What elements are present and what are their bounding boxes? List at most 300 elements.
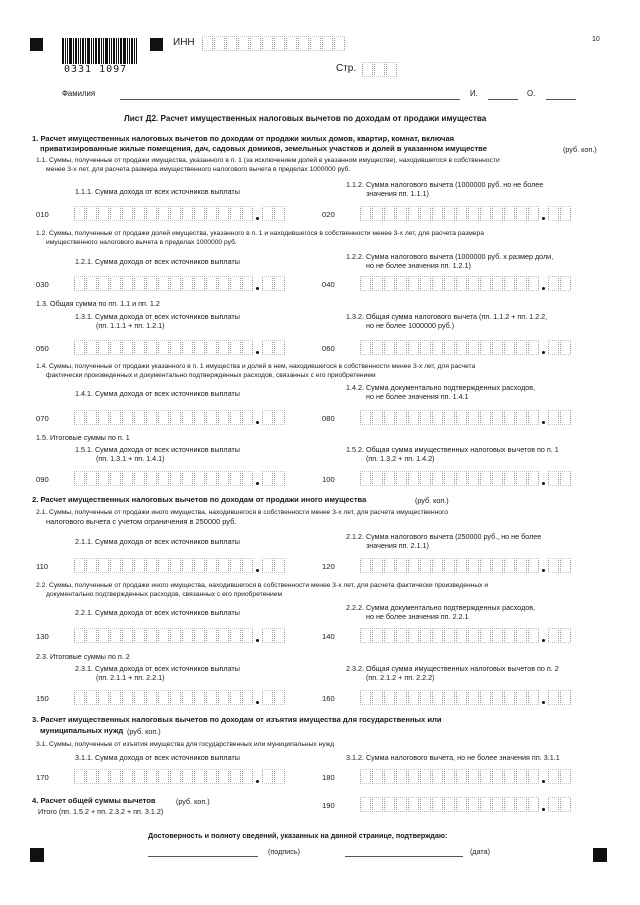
input-cell[interactable] — [360, 276, 371, 291]
input-cell[interactable] — [444, 206, 455, 221]
input-cell[interactable] — [110, 276, 121, 291]
input-cell[interactable] — [286, 36, 297, 51]
input-cell[interactable] — [206, 206, 217, 221]
input-cell[interactable] — [110, 471, 121, 486]
input-cell[interactable] — [110, 206, 121, 221]
input-cell[interactable] — [274, 471, 285, 486]
amount-field-170[interactable] — [74, 769, 254, 784]
input-cell[interactable] — [158, 769, 169, 784]
input-cell[interactable] — [218, 276, 229, 291]
input-cell[interactable] — [528, 206, 539, 221]
input-cell[interactable] — [182, 276, 193, 291]
input-cell[interactable] — [456, 206, 467, 221]
input-cell[interactable] — [98, 276, 109, 291]
input-cell[interactable] — [134, 628, 145, 643]
input-cell[interactable] — [548, 340, 559, 355]
input-cell[interactable] — [242, 410, 253, 425]
surname-field[interactable] — [120, 99, 460, 100]
amount-field-090[interactable] — [74, 471, 254, 486]
input-cell[interactable] — [158, 340, 169, 355]
amount-field-180[interactable] — [360, 769, 540, 784]
input-cell[interactable] — [480, 628, 491, 643]
input-cell[interactable] — [218, 340, 229, 355]
input-cell[interactable] — [420, 769, 431, 784]
input-cell[interactable] — [480, 340, 491, 355]
input-cell[interactable] — [86, 628, 97, 643]
input-cell[interactable] — [230, 558, 241, 573]
input-cell[interactable] — [218, 206, 229, 221]
input-cell[interactable] — [384, 276, 395, 291]
input-cell[interactable] — [170, 340, 181, 355]
input-cell[interactable] — [432, 769, 443, 784]
input-cell[interactable] — [456, 340, 467, 355]
input-cell[interactable] — [230, 769, 241, 784]
input-cell[interactable] — [468, 206, 479, 221]
input-cell[interactable] — [86, 471, 97, 486]
input-cell[interactable] — [74, 690, 85, 705]
input-cell[interactable] — [110, 628, 121, 643]
input-cell[interactable] — [74, 206, 85, 221]
input-cell[interactable] — [372, 797, 383, 812]
input-cell[interactable] — [122, 558, 133, 573]
kopeck-field-100[interactable] — [548, 471, 572, 486]
input-cell[interactable] — [396, 769, 407, 784]
input-cell[interactable] — [456, 471, 467, 486]
input-cell[interactable] — [384, 340, 395, 355]
input-cell[interactable] — [86, 558, 97, 573]
input-cell[interactable] — [408, 769, 419, 784]
input-cell[interactable] — [274, 690, 285, 705]
input-cell[interactable] — [194, 471, 205, 486]
input-cell[interactable] — [372, 340, 383, 355]
input-cell[interactable] — [182, 471, 193, 486]
input-cell[interactable] — [372, 690, 383, 705]
page-field[interactable] — [362, 62, 398, 77]
input-cell[interactable] — [384, 628, 395, 643]
input-cell[interactable] — [262, 276, 273, 291]
input-cell[interactable] — [492, 628, 503, 643]
input-cell[interactable] — [122, 690, 133, 705]
input-cell[interactable] — [98, 690, 109, 705]
input-cell[interactable] — [560, 276, 571, 291]
input-cell[interactable] — [206, 340, 217, 355]
input-cell[interactable] — [372, 206, 383, 221]
kopeck-field-110[interactable] — [262, 558, 286, 573]
input-cell[interactable] — [560, 769, 571, 784]
input-cell[interactable] — [384, 690, 395, 705]
kopeck-field-080[interactable] — [548, 410, 572, 425]
input-cell[interactable] — [74, 410, 85, 425]
input-cell[interactable] — [206, 769, 217, 784]
input-cell[interactable] — [334, 36, 345, 51]
input-cell[interactable] — [158, 206, 169, 221]
input-cell[interactable] — [146, 471, 157, 486]
input-cell[interactable] — [170, 410, 181, 425]
input-cell[interactable] — [322, 36, 333, 51]
input-cell[interactable] — [218, 628, 229, 643]
input-cell[interactable] — [504, 206, 515, 221]
input-cell[interactable] — [86, 690, 97, 705]
input-cell[interactable] — [468, 276, 479, 291]
input-cell[interactable] — [492, 340, 503, 355]
input-cell[interactable] — [480, 276, 491, 291]
input-cell[interactable] — [262, 558, 273, 573]
amount-field-150[interactable] — [74, 690, 254, 705]
input-cell[interactable] — [146, 206, 157, 221]
input-cell[interactable] — [386, 62, 397, 77]
input-cell[interactable] — [396, 276, 407, 291]
input-cell[interactable] — [74, 340, 85, 355]
input-cell[interactable] — [194, 558, 205, 573]
kopeck-field-130[interactable] — [262, 628, 286, 643]
amount-field-190[interactable] — [360, 797, 540, 812]
input-cell[interactable] — [468, 471, 479, 486]
input-cell[interactable] — [274, 206, 285, 221]
input-cell[interactable] — [194, 206, 205, 221]
input-cell[interactable] — [420, 558, 431, 573]
input-cell[interactable] — [86, 769, 97, 784]
input-cell[interactable] — [98, 558, 109, 573]
input-cell[interactable] — [492, 558, 503, 573]
input-cell[interactable] — [110, 410, 121, 425]
input-cell[interactable] — [444, 276, 455, 291]
input-cell[interactable] — [206, 276, 217, 291]
input-cell[interactable] — [516, 558, 527, 573]
input-cell[interactable] — [158, 471, 169, 486]
input-cell[interactable] — [110, 340, 121, 355]
input-cell[interactable] — [408, 558, 419, 573]
input-cell[interactable] — [456, 769, 467, 784]
input-cell[interactable] — [230, 628, 241, 643]
input-cell[interactable] — [242, 206, 253, 221]
input-cell[interactable] — [122, 628, 133, 643]
input-cell[interactable] — [170, 628, 181, 643]
date-field[interactable] — [345, 856, 463, 857]
input-cell[interactable] — [408, 206, 419, 221]
input-cell[interactable] — [206, 628, 217, 643]
input-cell[interactable] — [242, 340, 253, 355]
input-cell[interactable] — [230, 690, 241, 705]
input-cell[interactable] — [250, 36, 261, 51]
input-cell[interactable] — [420, 340, 431, 355]
input-cell[interactable] — [432, 797, 443, 812]
input-cell[interactable] — [360, 769, 371, 784]
input-cell[interactable] — [396, 690, 407, 705]
input-cell[interactable] — [262, 340, 273, 355]
input-cell[interactable] — [206, 690, 217, 705]
input-cell[interactable] — [492, 276, 503, 291]
input-cell[interactable] — [444, 340, 455, 355]
input-cell[interactable] — [218, 769, 229, 784]
input-cell[interactable] — [548, 410, 559, 425]
input-cell[interactable] — [242, 471, 253, 486]
input-cell[interactable] — [262, 628, 273, 643]
signature-field[interactable] — [148, 856, 258, 857]
input-cell[interactable] — [396, 206, 407, 221]
initial-i-field[interactable] — [488, 99, 518, 100]
input-cell[interactable] — [98, 206, 109, 221]
input-cell[interactable] — [384, 769, 395, 784]
input-cell[interactable] — [420, 797, 431, 812]
amount-field-130[interactable] — [74, 628, 254, 643]
input-cell[interactable] — [242, 276, 253, 291]
input-cell[interactable] — [122, 769, 133, 784]
input-cell[interactable] — [504, 690, 515, 705]
input-cell[interactable] — [122, 410, 133, 425]
input-cell[interactable] — [528, 690, 539, 705]
input-cell[interactable] — [230, 276, 241, 291]
input-cell[interactable] — [516, 797, 527, 812]
input-cell[interactable] — [86, 206, 97, 221]
input-cell[interactable] — [528, 628, 539, 643]
input-cell[interactable] — [182, 340, 193, 355]
input-cell[interactable] — [468, 690, 479, 705]
input-cell[interactable] — [170, 471, 181, 486]
input-cell[interactable] — [468, 797, 479, 812]
input-cell[interactable] — [98, 769, 109, 784]
input-cell[interactable] — [396, 410, 407, 425]
input-cell[interactable] — [492, 410, 503, 425]
input-cell[interactable] — [504, 769, 515, 784]
input-cell[interactable] — [548, 276, 559, 291]
kopeck-field-070[interactable] — [262, 410, 286, 425]
input-cell[interactable] — [360, 690, 371, 705]
input-cell[interactable] — [182, 690, 193, 705]
input-cell[interactable] — [360, 340, 371, 355]
input-cell[interactable] — [420, 206, 431, 221]
input-cell[interactable] — [516, 471, 527, 486]
input-cell[interactable] — [420, 410, 431, 425]
input-cell[interactable] — [504, 340, 515, 355]
input-cell[interactable] — [230, 471, 241, 486]
input-cell[interactable] — [146, 769, 157, 784]
input-cell[interactable] — [384, 206, 395, 221]
input-cell[interactable] — [560, 471, 571, 486]
kopeck-field-040[interactable] — [548, 276, 572, 291]
kopeck-field-160[interactable] — [548, 690, 572, 705]
input-cell[interactable] — [408, 797, 419, 812]
kopeck-field-050[interactable] — [262, 340, 286, 355]
input-cell[interactable] — [516, 206, 527, 221]
input-cell[interactable] — [372, 558, 383, 573]
input-cell[interactable] — [480, 769, 491, 784]
kopeck-field-120[interactable] — [548, 558, 572, 573]
input-cell[interactable] — [182, 628, 193, 643]
input-cell[interactable] — [182, 769, 193, 784]
input-cell[interactable] — [444, 797, 455, 812]
input-cell[interactable] — [310, 36, 321, 51]
input-cell[interactable] — [396, 797, 407, 812]
input-cell[interactable] — [560, 628, 571, 643]
input-cell[interactable] — [262, 471, 273, 486]
input-cell[interactable] — [492, 471, 503, 486]
input-cell[interactable] — [456, 797, 467, 812]
input-cell[interactable] — [362, 62, 373, 77]
input-cell[interactable] — [218, 690, 229, 705]
input-cell[interactable] — [420, 471, 431, 486]
input-cell[interactable] — [408, 340, 419, 355]
input-cell[interactable] — [444, 471, 455, 486]
input-cell[interactable] — [158, 558, 169, 573]
input-cell[interactable] — [360, 797, 371, 812]
input-cell[interactable] — [480, 471, 491, 486]
input-cell[interactable] — [146, 276, 157, 291]
input-cell[interactable] — [194, 628, 205, 643]
input-cell[interactable] — [360, 558, 371, 573]
input-cell[interactable] — [528, 558, 539, 573]
input-cell[interactable] — [372, 769, 383, 784]
input-cell[interactable] — [230, 410, 241, 425]
input-cell[interactable] — [504, 797, 515, 812]
input-cell[interactable] — [468, 769, 479, 784]
input-cell[interactable] — [98, 340, 109, 355]
input-cell[interactable] — [170, 206, 181, 221]
input-cell[interactable] — [242, 690, 253, 705]
input-cell[interactable] — [516, 628, 527, 643]
input-cell[interactable] — [396, 471, 407, 486]
input-cell[interactable] — [238, 36, 249, 51]
amount-field-020[interactable] — [360, 206, 540, 221]
input-cell[interactable] — [134, 276, 145, 291]
input-cell[interactable] — [548, 628, 559, 643]
input-cell[interactable] — [110, 558, 121, 573]
input-cell[interactable] — [274, 558, 285, 573]
input-cell[interactable] — [74, 276, 85, 291]
input-cell[interactable] — [262, 206, 273, 221]
input-cell[interactable] — [528, 769, 539, 784]
input-cell[interactable] — [384, 410, 395, 425]
input-cell[interactable] — [456, 628, 467, 643]
input-cell[interactable] — [86, 410, 97, 425]
input-cell[interactable] — [360, 471, 371, 486]
input-cell[interactable] — [560, 206, 571, 221]
input-cell[interactable] — [134, 206, 145, 221]
input-cell[interactable] — [218, 558, 229, 573]
input-cell[interactable] — [194, 340, 205, 355]
input-cell[interactable] — [242, 769, 253, 784]
input-cell[interactable] — [262, 690, 273, 705]
input-cell[interactable] — [468, 628, 479, 643]
input-cell[interactable] — [226, 36, 237, 51]
kopeck-field-190[interactable] — [548, 797, 572, 812]
input-cell[interactable] — [456, 558, 467, 573]
kopeck-field-030[interactable] — [262, 276, 286, 291]
input-cell[interactable] — [492, 690, 503, 705]
input-cell[interactable] — [372, 628, 383, 643]
input-cell[interactable] — [560, 410, 571, 425]
input-cell[interactable] — [384, 797, 395, 812]
kopeck-field-060[interactable] — [548, 340, 572, 355]
input-cell[interactable] — [262, 36, 273, 51]
input-cell[interactable] — [372, 410, 383, 425]
input-cell[interactable] — [432, 206, 443, 221]
input-cell[interactable] — [468, 558, 479, 573]
input-cell[interactable] — [134, 558, 145, 573]
input-cell[interactable] — [432, 690, 443, 705]
input-cell[interactable] — [110, 769, 121, 784]
input-cell[interactable] — [456, 276, 467, 291]
input-cell[interactable] — [468, 340, 479, 355]
input-cell[interactable] — [396, 558, 407, 573]
kopeck-field-010[interactable] — [262, 206, 286, 221]
input-cell[interactable] — [206, 471, 217, 486]
amount-field-030[interactable] — [74, 276, 254, 291]
input-cell[interactable] — [480, 410, 491, 425]
input-cell[interactable] — [182, 410, 193, 425]
input-cell[interactable] — [384, 558, 395, 573]
input-cell[interactable] — [516, 769, 527, 784]
input-cell[interactable] — [516, 340, 527, 355]
amount-field-140[interactable] — [360, 628, 540, 643]
amount-field-080[interactable] — [360, 410, 540, 425]
initial-o-field[interactable] — [546, 99, 576, 100]
input-cell[interactable] — [242, 628, 253, 643]
input-cell[interactable] — [110, 690, 121, 705]
input-cell[interactable] — [492, 769, 503, 784]
input-cell[interactable] — [492, 797, 503, 812]
input-cell[interactable] — [420, 690, 431, 705]
input-cell[interactable] — [74, 769, 85, 784]
input-cell[interactable] — [274, 36, 285, 51]
input-cell[interactable] — [274, 410, 285, 425]
input-cell[interactable] — [134, 769, 145, 784]
input-cell[interactable] — [504, 471, 515, 486]
input-cell[interactable] — [444, 410, 455, 425]
input-cell[interactable] — [146, 690, 157, 705]
input-cell[interactable] — [206, 410, 217, 425]
input-cell[interactable] — [560, 558, 571, 573]
input-cell[interactable] — [408, 410, 419, 425]
amount-field-010[interactable] — [74, 206, 254, 221]
kopeck-field-170[interactable] — [262, 769, 286, 784]
input-cell[interactable] — [560, 797, 571, 812]
amount-field-050[interactable] — [74, 340, 254, 355]
input-cell[interactable] — [202, 36, 213, 51]
input-cell[interactable] — [504, 558, 515, 573]
input-cell[interactable] — [444, 558, 455, 573]
amount-field-070[interactable] — [74, 410, 254, 425]
input-cell[interactable] — [230, 206, 241, 221]
input-cell[interactable] — [146, 340, 157, 355]
input-cell[interactable] — [230, 340, 241, 355]
input-cell[interactable] — [456, 410, 467, 425]
amount-field-160[interactable] — [360, 690, 540, 705]
input-cell[interactable] — [560, 690, 571, 705]
input-cell[interactable] — [504, 628, 515, 643]
input-cell[interactable] — [98, 471, 109, 486]
input-cell[interactable] — [134, 690, 145, 705]
input-cell[interactable] — [528, 276, 539, 291]
input-cell[interactable] — [384, 471, 395, 486]
input-cell[interactable] — [548, 471, 559, 486]
input-cell[interactable] — [360, 628, 371, 643]
input-cell[interactable] — [158, 628, 169, 643]
input-cell[interactable] — [98, 410, 109, 425]
input-cell[interactable] — [134, 340, 145, 355]
input-cell[interactable] — [480, 558, 491, 573]
input-cell[interactable] — [516, 690, 527, 705]
input-cell[interactable] — [516, 276, 527, 291]
input-cell[interactable] — [408, 471, 419, 486]
input-cell[interactable] — [432, 410, 443, 425]
input-cell[interactable] — [298, 36, 309, 51]
input-cell[interactable] — [480, 797, 491, 812]
input-cell[interactable] — [372, 471, 383, 486]
input-cell[interactable] — [158, 410, 169, 425]
input-cell[interactable] — [480, 690, 491, 705]
input-cell[interactable] — [528, 797, 539, 812]
input-cell[interactable] — [528, 471, 539, 486]
